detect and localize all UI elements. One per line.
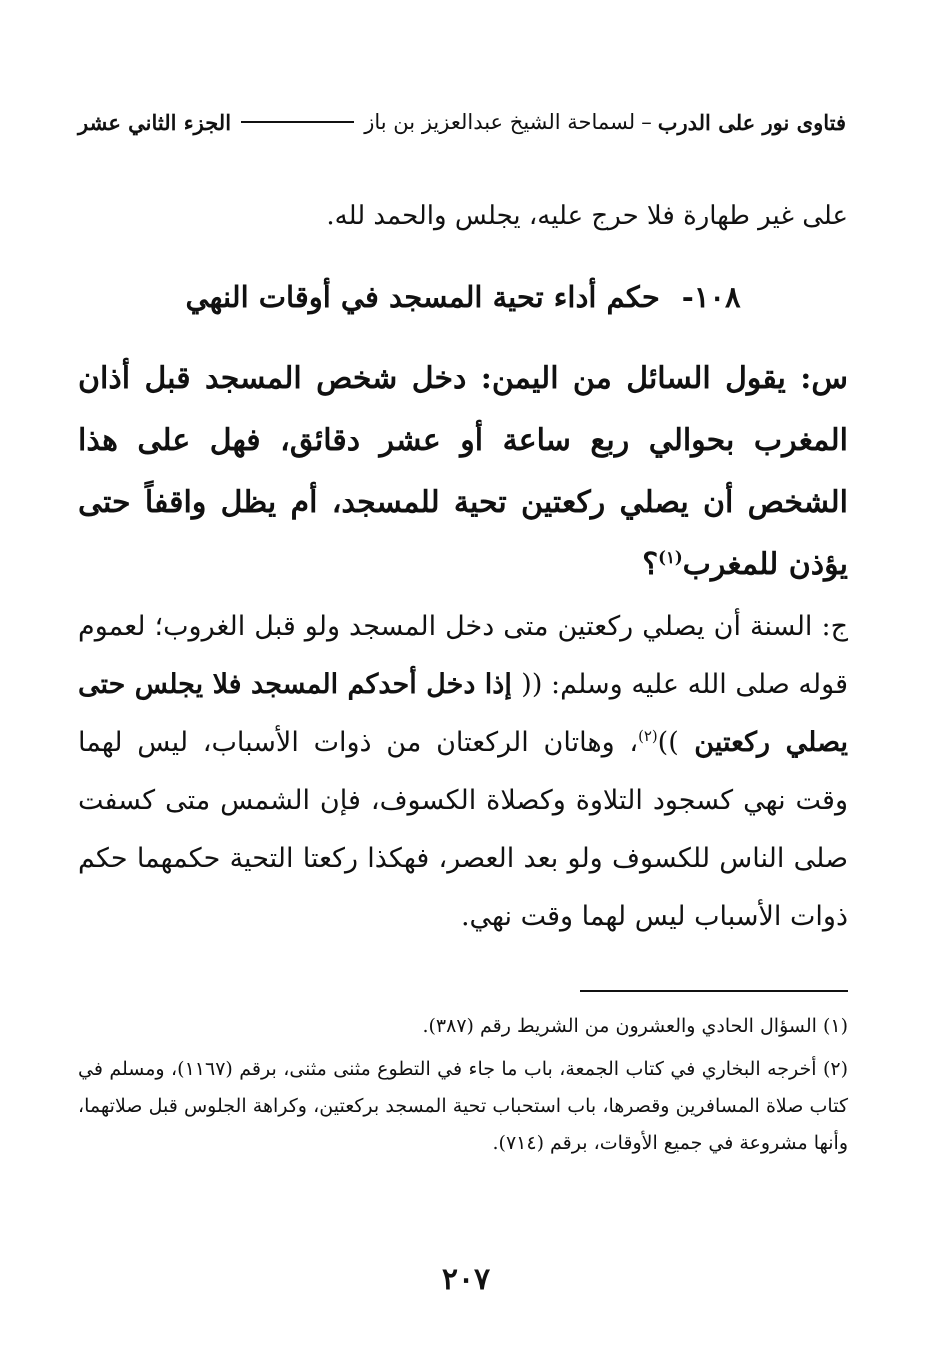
question-text: س: يقول السائل من اليمن: دخل شخص المسجد قبل أذان المغرب بحوالي ربع ساعة أو عشر دقائق، فهل على هذا الشخص أن يصلي ركعتين تحية للمسجد، أم يظل واقفاً حتى يؤذن للمغرب: [78, 361, 848, 582]
section-number: ١٠٨-: [681, 280, 741, 314]
question-paragraph: [78, 348, 848, 596]
running-header: [78, 104, 846, 140]
section-heading: [78, 272, 848, 322]
question-end: ؟: [642, 547, 659, 582]
hadith-quote: إذا دخل أحدكم المسجد فلا يجلس حتى يصلي ركعتين: [78, 669, 849, 758]
volume-part: الجزء الثاني عشر: [78, 109, 232, 135]
page-number: ٢٠٧: [441, 1262, 491, 1297]
answer-paragraph: [78, 598, 848, 946]
answer-body: ، وهاتان الركعتان من ذوات الأسباب، ليس لهما وقت نهي كسجود التلاوة وكصلاة الكسوف، فإن الشمس متى كسفت صلى الناس للكسوف ولو بعد العصر، فهكذا ركعتا التحية حكمهما حكم ذوات الأسباب ليس لهما وقت نهي.: [78, 727, 848, 932]
section-title: حكم أداء تحية المسجد في أوقات النهي: [185, 280, 660, 314]
hadith-close: )): [657, 727, 679, 758]
header-separator: –: [641, 110, 652, 134]
footnote-2: (٢) أخرجه البخاري في كتاب الجمعة، باب ما جاء في التطوع مثنى مثنى، برقم (١١٦٧)، ومسلم في كتاب صلاة المسافرين وقصرها، باب استحباب تحية المسجد بركعتين، وكراهة الجلوس قبل صلاتهما، وأنها مشروعة في جميع الأوقات، برقم (٧١٤).: [78, 1058, 848, 1154]
footnote-ref-1: (١): [658, 548, 683, 567]
footnote-rule: [580, 990, 848, 992]
footnote-ref-2: (٢): [638, 727, 658, 745]
header-rule: [241, 121, 354, 123]
answer-intro: ج: السنة أن يصلي ركعتين متى دخل المسجد ولو قبل الغروب؛ لعموم قوله صلى الله عليه وسلم: ((: [78, 611, 848, 700]
footnote-1: (١) السؤال الحادي والعشرون من الشريط رقم (٣٨٧).: [422, 1015, 848, 1037]
author-name: لسماحة الشيخ عبدالعزيز بن باز: [364, 110, 636, 134]
continuation-paragraph: على غير طهارة فلا حرج عليه، يجلس والحمد لله.: [326, 201, 848, 231]
book-title: فتاوى نور على الدرب: [657, 109, 846, 135]
footnotes: [78, 1008, 848, 1168]
